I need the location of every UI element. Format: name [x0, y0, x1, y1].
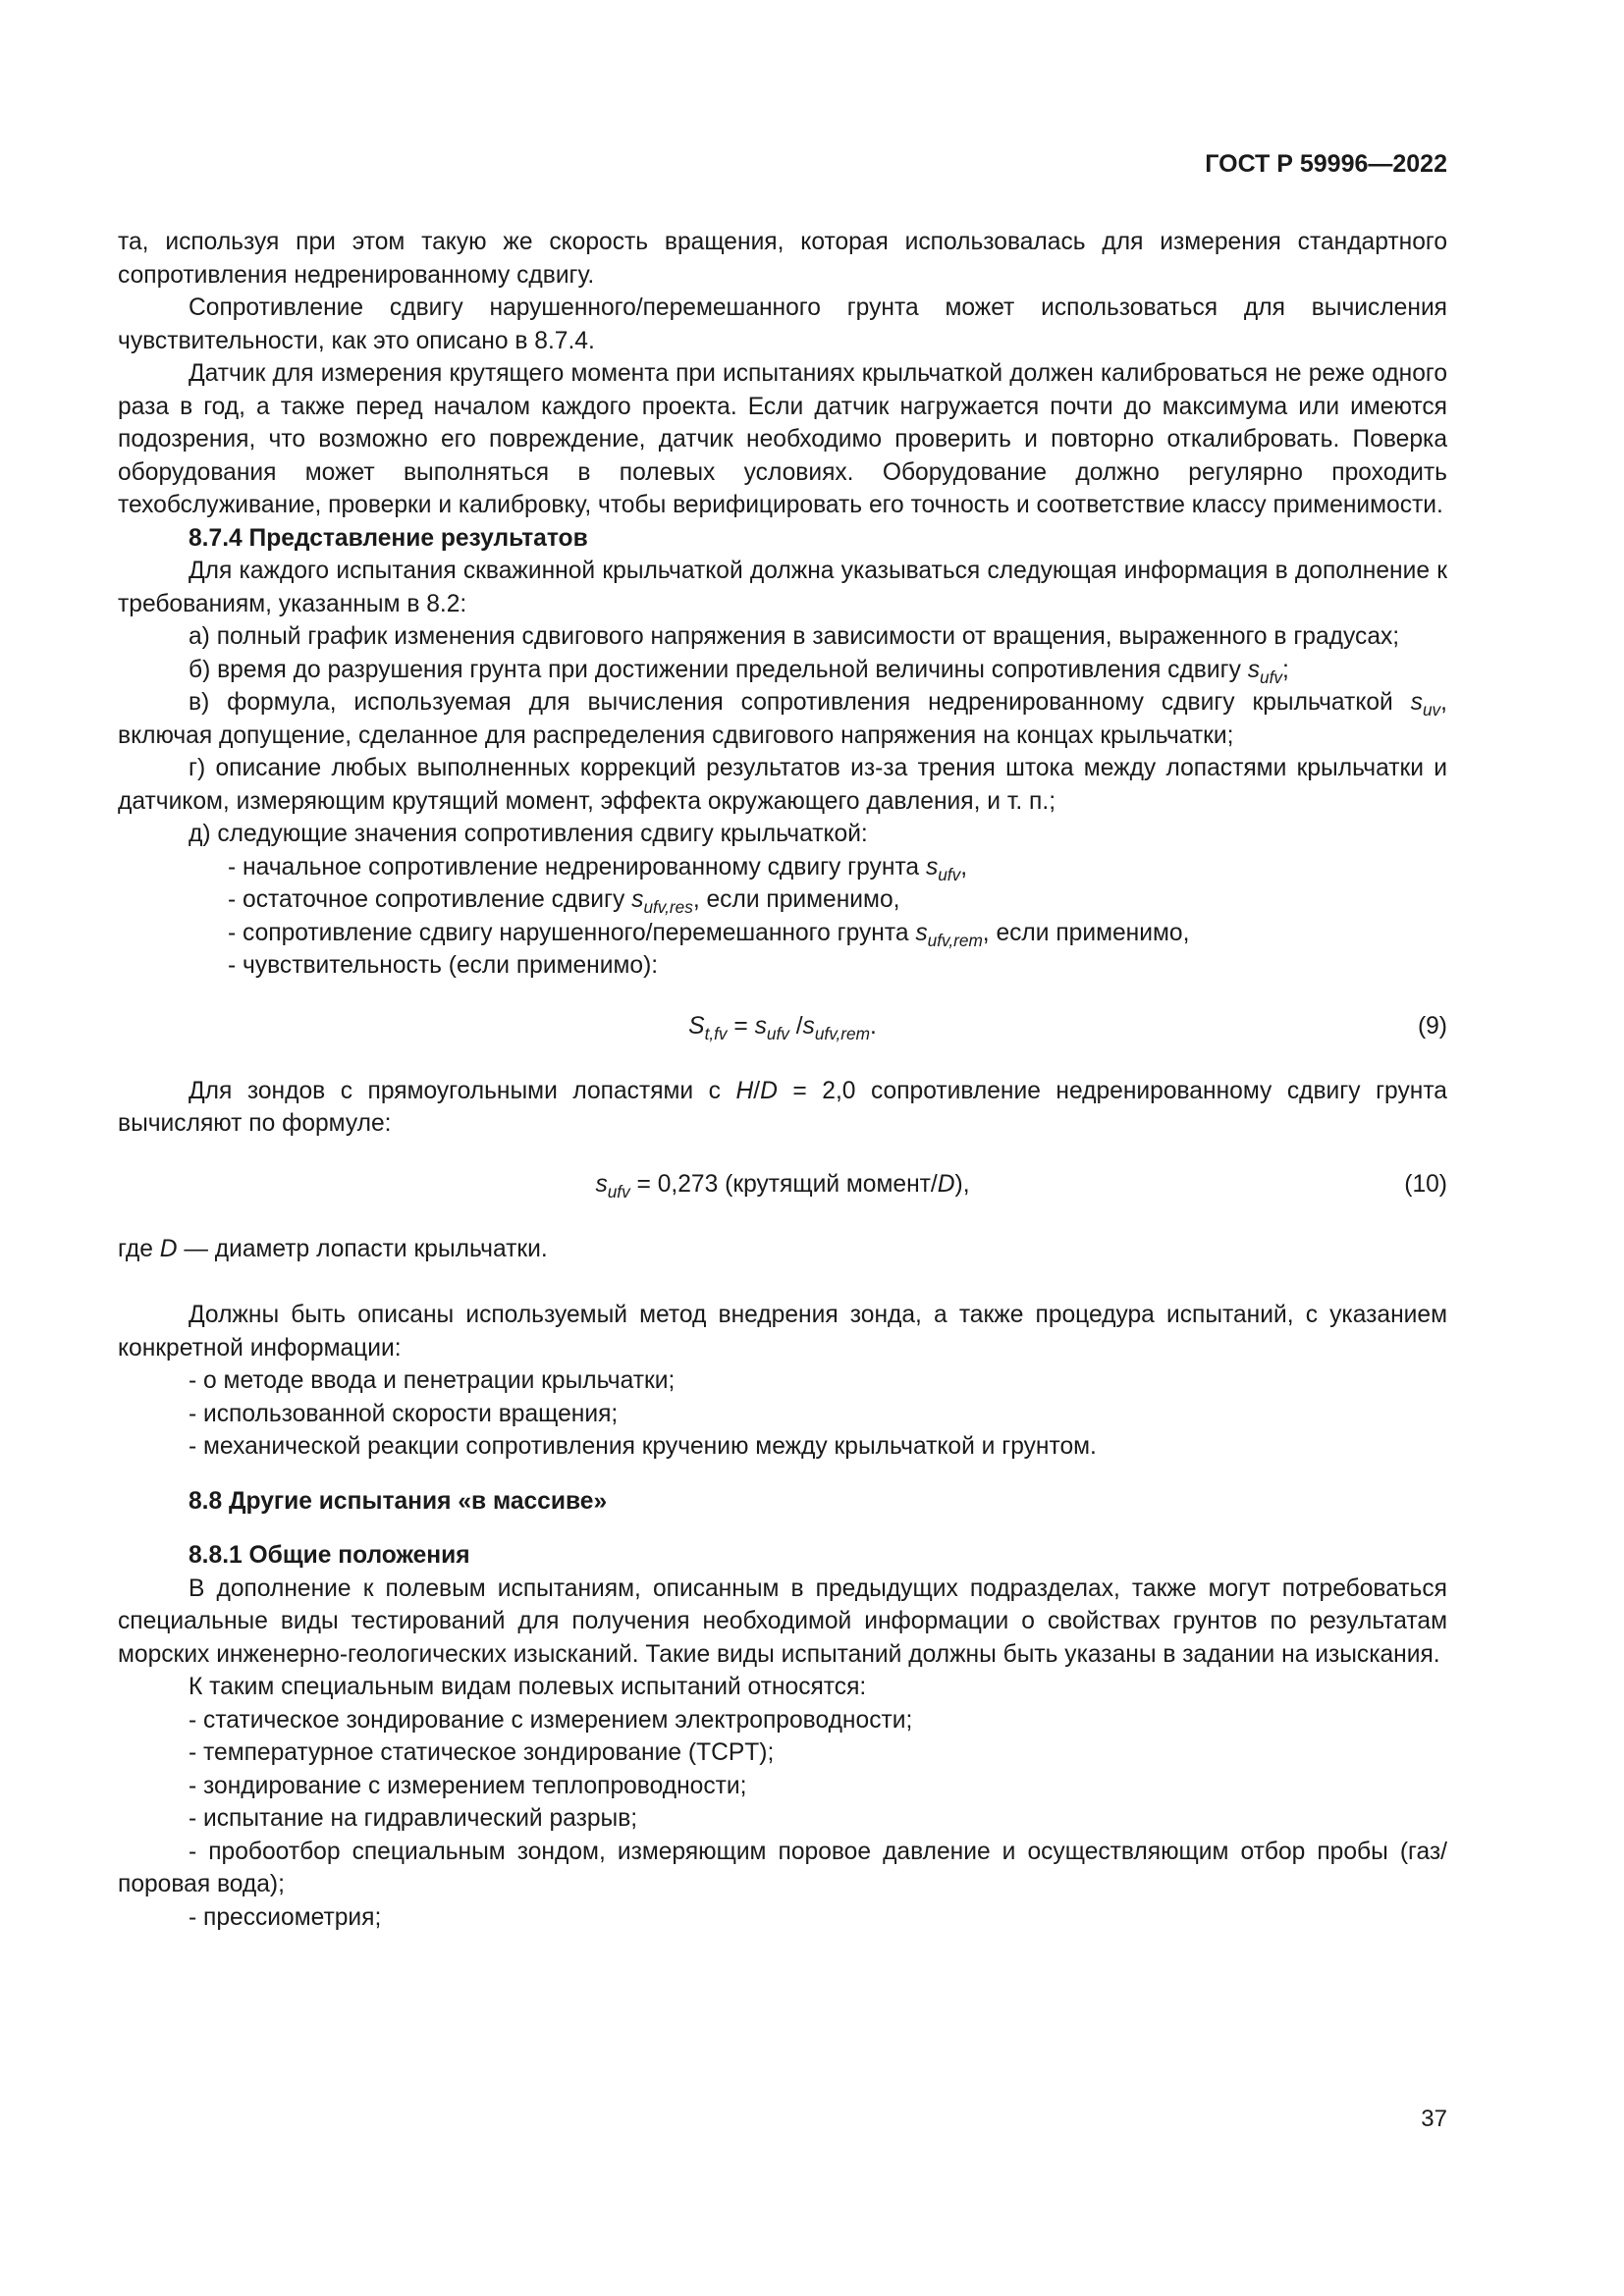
list-item-b: [118, 654, 1447, 687]
sub-item-text: - остаточное сопротивление сдвигу: [228, 886, 632, 913]
paragraph-special-tests: В дополнение к полевым испытаниям, описанным в предыдущих подразделах, также могут потребоваться специальные виды тестирований для получения необходимой информации о свойствах грунтов по результатам морских инженерно-геологических изысканий. Такие виды испытаний должны быть указаны в задании на изыскания.: [118, 1575, 1447, 1668]
list-item-method-1: - о методе ввода и пенетрации крыльчатки;: [189, 1367, 676, 1394]
symbol-S: S: [688, 1012, 705, 1040]
division-slash: /: [788, 1012, 803, 1040]
where-text: где: [118, 1235, 160, 1262]
subscript-ufv: ufv: [766, 1023, 789, 1043]
formula-10-number: (10): [1404, 1170, 1447, 1198]
paragraph-continuation: та, используя при этом такую же скорость вращения, которая использовалась для измерения стандартного сопротивления недренированному сдвигу.: [118, 229, 1447, 289]
formula-end: ),: [954, 1170, 970, 1198]
symbol-D: D: [937, 1170, 955, 1198]
page-number: 37: [1421, 2106, 1447, 2132]
sub-item-end: , если применимо,: [982, 919, 1190, 946]
subscript-ufv-res: ufv,res: [643, 897, 693, 918]
list-item-b-end: ;: [1281, 656, 1289, 683]
list-item-g: г) описание любых выполненных коррекций результатов из-за трения штока между лопастями крыльчатки и датчиком, измеряющим крутящий момент, эффекта окружающего давления, и т. п.;: [118, 755, 1447, 815]
slash: /: [753, 1077, 761, 1104]
where-text: — диаметр лопасти крыльчатки.: [177, 1235, 548, 1262]
subscript-ufv-rem: ufv,rem: [927, 930, 983, 950]
formula-9: [118, 1000, 1447, 1053]
list-item-special-1: - статическое зондирование с измерением электропроводности;: [189, 1706, 913, 1734]
subscript-ufv: ufv: [1260, 667, 1282, 687]
sub-item-residual-strength: [118, 883, 1447, 917]
sub-item-end: , если применимо,: [692, 886, 900, 913]
symbol-D: D: [159, 1235, 178, 1262]
sub-item-remolded-strength: [118, 917, 1447, 950]
symbol-D: D: [760, 1077, 778, 1104]
section-heading-8-8: 8.8 Другие испытания «в массиве»: [189, 1487, 608, 1515]
paragraph-sensitivity: Сопротивление сдвигу нарушенного/перемешанного грунта может использоваться для вычисления чувствительности, как это описано в 8.7.4.: [118, 294, 1447, 354]
list-item-special-5: - пробоотбор специальным зондом, измеряющим поровое давление и осуществляющим отбор пробы (газ/поровая вода);: [118, 1838, 1447, 1897]
formula-end: .: [869, 1012, 877, 1040]
symbol-s: s: [1247, 656, 1260, 683]
subscript-ufv: ufv: [607, 1181, 630, 1201]
list-item-v-text: в) формула, используемая для вычисления сопротивления недренированному сдвигу крыльчаткой: [189, 689, 1411, 716]
symbol-s: s: [915, 919, 928, 946]
symbol-s: s: [925, 853, 939, 881]
sub-item-sensitivity: - чувствительность (если применимо):: [228, 952, 659, 979]
equals-sign: =: [727, 1012, 755, 1040]
symbol-H: H: [735, 1077, 754, 1104]
section-heading-8-8-1: 8.8.1 Общие положения: [189, 1542, 470, 1569]
section-heading-8-7-4: 8.7.4 Представление результатов: [189, 524, 588, 552]
formula-10-expression: [118, 1168, 1447, 1201]
list-item-method-3: - механической реакции сопротивления кручению между крыльчаткой и грунтом.: [189, 1433, 1097, 1460]
symbol-s: s: [631, 886, 644, 913]
list-item-special-6: - прессиометрия;: [189, 1903, 382, 1931]
paragraph-special-tests-list-intro: К таким специальным видам полевых испытаний относятся:: [189, 1674, 867, 1700]
sub-item-text: - сопротивление сдвигу нарушенного/перемешанного грунта: [228, 919, 916, 946]
list-item-special-4: - испытание на гидравлический разрыв;: [189, 1805, 638, 1832]
list-item-a: а) полный график изменения сдвигового напряжения в зависимости от вращения, выраженного в градусах;: [189, 623, 1400, 650]
page-content: [118, 226, 1447, 1934]
subscript-t-fv: t,fv: [704, 1023, 728, 1043]
where-clause: [118, 1233, 1447, 1266]
paragraph-rectangular-vanes: [118, 1075, 1447, 1141]
formula-9-number: (9): [1417, 1012, 1447, 1040]
list-item-v-end: , включая допущение, сделанное для распределения сдвигового напряжения на концах крыльчатки;: [118, 689, 1447, 749]
list-item-d: д) следующие значения сопротивления сдвигу крыльчаткой:: [189, 821, 868, 847]
paragraph-results-intro: Для каждого испытания скважинной крыльчаткой должна указываться следующая информация в дополнение к требованиям, указанным в 8.2:: [118, 558, 1447, 617]
list-item-special-2: - температурное статическое зондирование (TCPT);: [189, 1739, 775, 1766]
text-part: = 2,0 сопротивление недренированному сдвигу грунта вычисляют по формуле:: [118, 1077, 1447, 1137]
sub-item-end: ,: [960, 853, 968, 881]
list-item-b-text: б) время до разрушения грунта при достижении предельной величины сопротивления сдвигу: [189, 656, 1248, 683]
list-item-method-2: - использованной скорости вращения;: [189, 1400, 619, 1427]
symbol-s: s: [802, 1012, 815, 1040]
list-item-v: [118, 686, 1447, 752]
subscript-ufv-rem: ufv,rem: [814, 1023, 870, 1043]
symbol-s: s: [754, 1012, 767, 1040]
symbol-s: s: [1410, 689, 1423, 716]
document-code: ГОСТ Р 59996—2022: [1205, 150, 1447, 178]
formula-10-text: = 0,273 (крутящий момент/: [629, 1170, 938, 1198]
subscript-uv: uv: [1422, 700, 1441, 721]
formula-9-expression: [118, 1010, 1447, 1043]
sub-item-initial-strength: [118, 851, 1447, 884]
formula-10: [118, 1158, 1447, 1211]
subscript-ufv: ufv: [938, 864, 961, 884]
paragraph-calibration: Датчик для измерения крутящего момента при испытаниях крыльчаткой должен калиброваться не реже одного раза в год, а также перед началом каждого проекта. Если датчик нагружается почти до максимума или имеются подозрения, что возможно его повреждение, датчик необходимо проверить и повторно откалибровать. Поверка оборудования может выполняться в полевых условиях. Оборудование должно регулярно проходить техобслуживание, проверки и калибровку, чтобы верифицировать его точность и соответствие классу применимости.: [118, 360, 1447, 518]
symbol-s: s: [595, 1170, 608, 1198]
list-item-special-3: - зондирование с измерением теплопроводности;: [189, 1772, 747, 1799]
text-part: Для зондов с прямоугольными лопастями с: [189, 1077, 736, 1104]
sub-item-text: - начальное сопротивление недренированному сдвигу грунта: [228, 853, 926, 881]
paragraph-method: Должны быть описаны используемый метод внедрения зонда, а также процедура испытаний, с указанием конкретной информации:: [118, 1302, 1447, 1362]
